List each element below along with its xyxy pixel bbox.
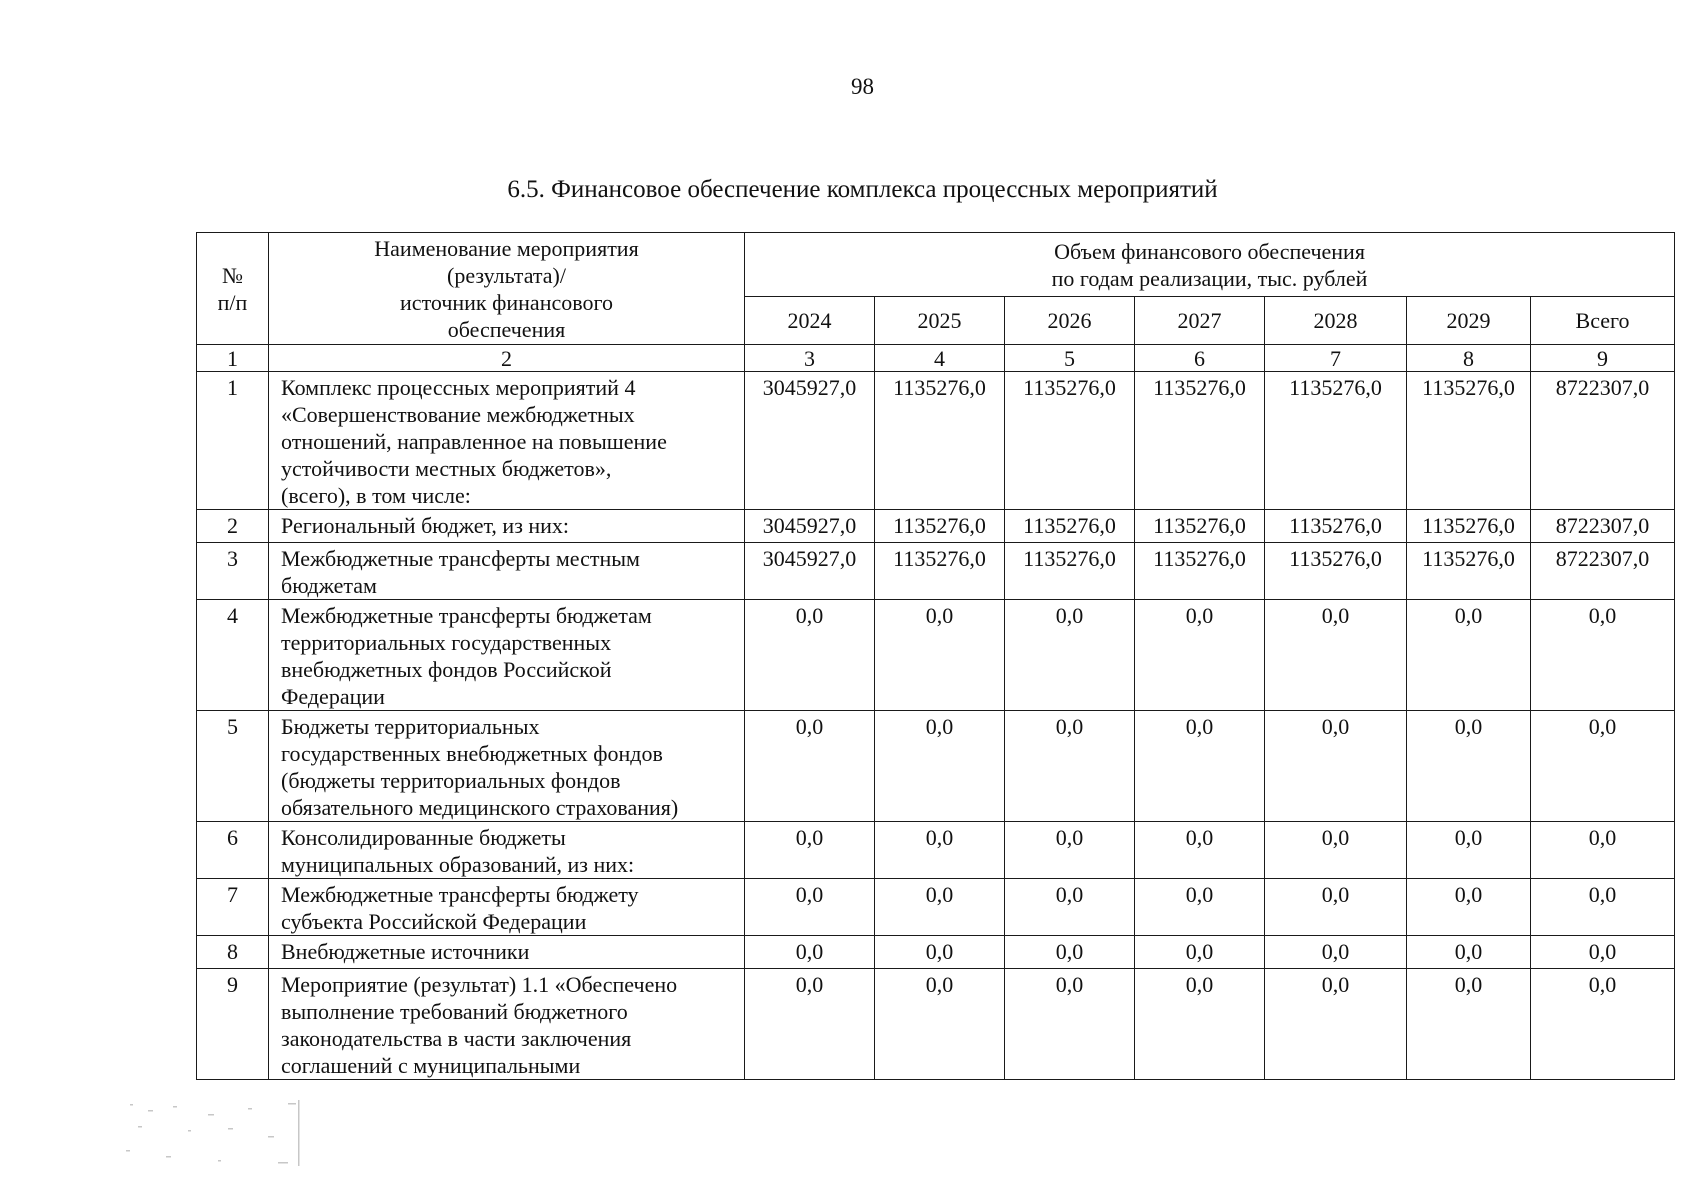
row-name-line: субъекта Российской Федерации — [281, 909, 587, 934]
row-name — [269, 879, 745, 936]
row-value: 3045927,0 — [745, 372, 875, 510]
row-value: 0,0 — [1135, 822, 1265, 879]
row-value: 1135276,0 — [1135, 543, 1265, 600]
table-row — [197, 372, 1675, 510]
row-value: 1135276,0 — [1265, 510, 1407, 543]
header-name-line: обеспечения — [447, 316, 566, 342]
row-value-total: 0,0 — [1531, 879, 1675, 936]
row-name — [269, 543, 745, 600]
row-name-line: бюджетам — [281, 573, 377, 598]
table-row — [197, 600, 1675, 711]
row-value-total: 8722307,0 — [1531, 510, 1675, 543]
row-number: 8 — [197, 936, 269, 969]
row-value: 1135276,0 — [1005, 372, 1135, 510]
header-year: 2024 — [745, 297, 875, 345]
row-name — [269, 510, 745, 543]
row-value: 1135276,0 — [875, 510, 1005, 543]
row-name-line: выполнение требований бюджетного — [281, 999, 628, 1024]
row-value: 1135276,0 — [1407, 510, 1531, 543]
column-index: 9 — [1531, 345, 1675, 372]
row-value: 1135276,0 — [875, 372, 1005, 510]
row-name-line: Межбюджетные трансферты бюджету — [281, 882, 639, 907]
row-value: 1135276,0 — [1265, 543, 1407, 600]
row-name-line: Консолидированные бюджеты — [281, 825, 566, 850]
column-index: 8 — [1407, 345, 1531, 372]
row-value: 0,0 — [875, 936, 1005, 969]
column-index: 1 — [197, 345, 269, 372]
table-row — [197, 879, 1675, 936]
header-total: Всего — [1531, 297, 1675, 345]
row-number: 5 — [197, 711, 269, 822]
row-value-total: 0,0 — [1531, 822, 1675, 879]
row-value: 0,0 — [1407, 822, 1531, 879]
header-name-line: источник финансового — [400, 289, 613, 315]
row-value: 0,0 — [1005, 936, 1135, 969]
row-name-line: соглашений с муниципальными — [281, 1053, 581, 1078]
row-value: 0,0 — [1135, 600, 1265, 711]
row-value: 0,0 — [1265, 822, 1407, 879]
header-volume-line: по годам реализации, тыс. рублей — [1051, 265, 1368, 291]
header-name — [269, 233, 745, 345]
row-name-line: обязательного медицинского страхования) — [281, 795, 679, 820]
row-value: 0,0 — [1407, 936, 1531, 969]
row-value: 1135276,0 — [1005, 510, 1135, 543]
row-value-total: 0,0 — [1531, 936, 1675, 969]
row-value: 1135276,0 — [875, 543, 1005, 600]
row-number: 3 — [197, 543, 269, 600]
row-value: 0,0 — [1005, 711, 1135, 822]
row-value: 0,0 — [875, 600, 1005, 711]
row-value: 0,0 — [1265, 600, 1407, 711]
row-value: 1135276,0 — [1265, 372, 1407, 510]
table-body — [197, 372, 1675, 1080]
row-number: 6 — [197, 822, 269, 879]
table-row — [197, 822, 1675, 879]
row-value: 3045927,0 — [745, 543, 875, 600]
row-value: 1135276,0 — [1135, 510, 1265, 543]
row-value: 0,0 — [1135, 879, 1265, 936]
row-name-line: государственных внебюджетных фондов — [281, 741, 663, 766]
column-index: 5 — [1005, 345, 1135, 372]
row-number: 7 — [197, 879, 269, 936]
header-year: 2027 — [1135, 297, 1265, 345]
row-value: 0,0 — [745, 711, 875, 822]
row-value: 0,0 — [875, 879, 1005, 936]
row-value: 0,0 — [875, 711, 1005, 822]
row-value: 0,0 — [1005, 822, 1135, 879]
column-index: 2 — [269, 345, 745, 372]
scan-artifact — [118, 1100, 338, 1180]
row-name-line: Межбюджетные трансферты местным — [281, 546, 640, 571]
row-value: 0,0 — [1005, 879, 1135, 936]
row-value: 0,0 — [745, 936, 875, 969]
header-year: 2026 — [1005, 297, 1135, 345]
row-value: 0,0 — [1005, 969, 1135, 1080]
row-value: 0,0 — [875, 822, 1005, 879]
page-title: 6.5. Финансовое обеспечение комплекса процессных мероприятий — [507, 176, 1218, 203]
row-name-line: муниципальных образований, из них: — [281, 852, 635, 877]
row-name — [269, 936, 745, 969]
column-index: 7 — [1265, 345, 1407, 372]
row-value: 1135276,0 — [1135, 372, 1265, 510]
row-name — [269, 822, 745, 879]
row-number: 2 — [197, 510, 269, 543]
row-value: 3045927,0 — [745, 510, 875, 543]
row-name-line: (бюджеты территориальных фондов — [281, 768, 621, 793]
row-name-line: Мероприятие (результат) 1.1 «Обеспечено — [281, 972, 678, 997]
row-name-line: Бюджеты территориальных — [281, 714, 540, 739]
row-name-line: Федерации — [281, 684, 385, 709]
row-value: 0,0 — [1407, 711, 1531, 822]
row-name — [269, 969, 745, 1080]
row-value: 1135276,0 — [1005, 543, 1135, 600]
header-volume — [745, 233, 1675, 297]
row-name-line: Межбюджетные трансферты бюджетам — [281, 603, 652, 628]
table-row — [197, 711, 1675, 822]
row-value: 0,0 — [1135, 711, 1265, 822]
row-value-total: 0,0 — [1531, 711, 1675, 822]
column-index: 6 — [1135, 345, 1265, 372]
row-value-total: 8722307,0 — [1531, 372, 1675, 510]
row-number: 4 — [197, 600, 269, 711]
row-value: 0,0 — [1407, 969, 1531, 1080]
header-volume-line: Объем финансового обеспечения — [1054, 238, 1365, 264]
row-value-total: 0,0 — [1531, 600, 1675, 711]
row-value-total: 0,0 — [1531, 969, 1675, 1080]
header-year: 2029 — [1407, 297, 1531, 345]
row-value: 0,0 — [1135, 936, 1265, 969]
row-value-total: 8722307,0 — [1531, 543, 1675, 600]
row-value: 0,0 — [745, 822, 875, 879]
financing-table — [196, 232, 1675, 1080]
row-number: 9 — [197, 969, 269, 1080]
row-value: 0,0 — [1265, 936, 1407, 969]
row-value: 0,0 — [1265, 879, 1407, 936]
row-value: 0,0 — [1135, 969, 1265, 1080]
column-index: 3 — [745, 345, 875, 372]
row-name — [269, 711, 745, 822]
header-name-line: Наименование мероприятия — [374, 235, 639, 261]
row-name — [269, 600, 745, 711]
table-row — [197, 936, 1675, 969]
header-num-line: п/п — [217, 289, 248, 315]
page-number: 98 — [851, 74, 874, 99]
row-value: 0,0 — [1005, 600, 1135, 711]
row-name-line: Региональный бюджет, из них: — [281, 513, 570, 538]
row-name-line: отношений, направленное на повышение — [281, 429, 667, 454]
row-value: 0,0 — [1265, 969, 1407, 1080]
row-name-line: (всего), в том числе: — [281, 483, 471, 508]
row-name-line: законодательства в части заключения — [281, 1026, 632, 1051]
header-year: 2025 — [875, 297, 1005, 345]
row-name-line: территориальных государственных — [281, 630, 612, 655]
header-year: 2028 — [1265, 297, 1407, 345]
row-value: 1135276,0 — [1407, 372, 1531, 510]
row-name-line: Комплекс процессных мероприятий 4 — [281, 375, 636, 400]
header-num-line: № — [222, 262, 243, 288]
row-value: 0,0 — [1407, 879, 1531, 936]
row-value: 0,0 — [1265, 711, 1407, 822]
row-value: 0,0 — [745, 969, 875, 1080]
row-value: 0,0 — [1407, 600, 1531, 711]
row-name-line: внебюджетных фондов Российской — [281, 657, 612, 682]
table-row — [197, 510, 1675, 543]
row-name-line: устойчивости местных бюджетов», — [281, 456, 612, 481]
table-row — [197, 543, 1675, 600]
row-number: 1 — [197, 372, 269, 510]
column-index: 4 — [875, 345, 1005, 372]
row-value: 0,0 — [745, 600, 875, 711]
row-value: 0,0 — [745, 879, 875, 936]
row-name-line: Внебюджетные источники — [281, 939, 530, 964]
row-name-line: «Совершенствование межбюджетных — [281, 402, 635, 427]
header-name-line: (результата)/ — [447, 262, 566, 288]
row-name — [269, 372, 745, 510]
header-num — [197, 233, 269, 345]
row-value: 1135276,0 — [1407, 543, 1531, 600]
table-row — [197, 969, 1675, 1080]
row-value: 0,0 — [875, 969, 1005, 1080]
